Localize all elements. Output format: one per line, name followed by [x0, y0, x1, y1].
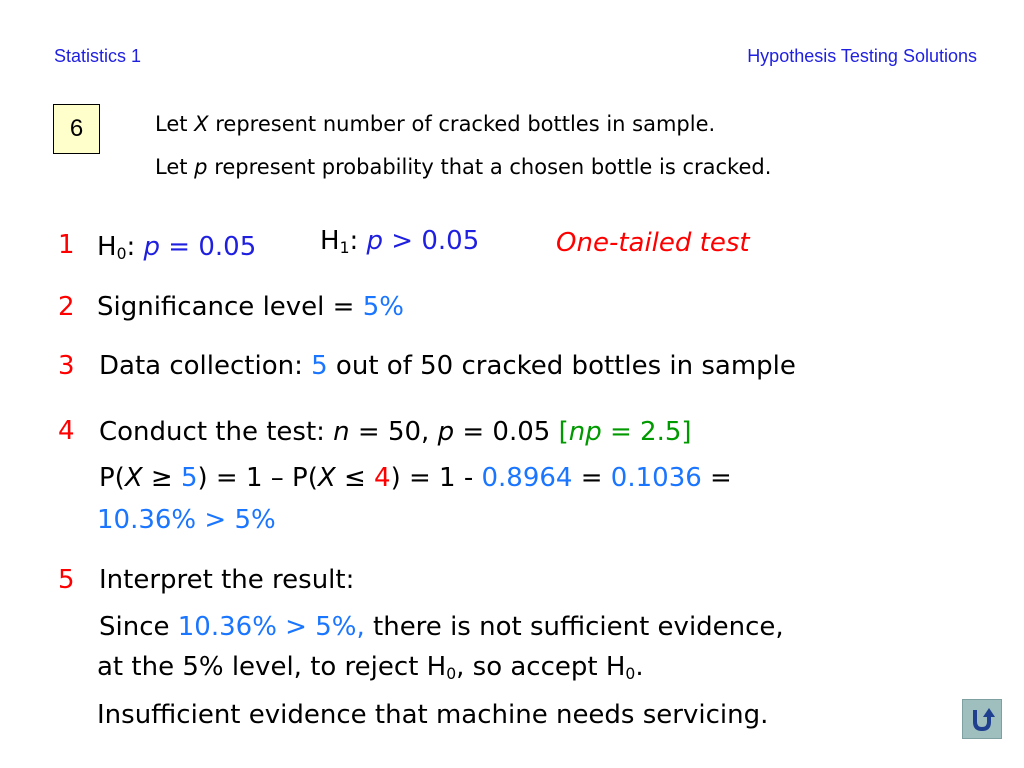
since-text: Since: [99, 612, 178, 642]
conclusion-text: at the 5% level, to reject H: [97, 652, 447, 682]
h1-label: H: [320, 226, 340, 256]
result-percent: 10.36%: [97, 505, 197, 535]
alternative-hypothesis: [320, 226, 479, 257]
question-number-box: [53, 104, 100, 154]
h0-subscript: 0: [446, 664, 457, 683]
percentage-comparison: [97, 505, 276, 535]
calc-text: ) = 1 – P(: [197, 463, 318, 493]
return-arrow-icon: [967, 704, 997, 734]
conduct-label: Conduct the test:: [99, 417, 334, 447]
step-3-number: 3: [58, 351, 75, 381]
since-percent: 10.36%: [177, 612, 277, 642]
probability-result: 0.1036: [610, 463, 702, 493]
comparison-sign: >: [196, 505, 235, 535]
var-x: X: [124, 463, 143, 493]
header-topic-title: Hypothesis Testing Solutions: [747, 46, 977, 66]
test-type-note: One-tailed test: [556, 228, 750, 258]
var-x: X: [317, 463, 336, 493]
data-collection: [99, 351, 796, 381]
h1-var: p: [366, 226, 384, 256]
var-x: X: [194, 112, 209, 136]
h1-value: > 0.05: [383, 226, 480, 256]
calc-text: ≥: [142, 463, 181, 493]
calc-value: 5: [180, 463, 198, 493]
step-5-number: 5: [58, 565, 75, 595]
header-course-title: Statistics 1: [54, 46, 142, 66]
calc-text: ) = 1 -: [390, 463, 482, 493]
var-np: np: [568, 417, 602, 447]
h0-subscript: 0: [625, 664, 636, 683]
np-value: = 2.5]: [601, 417, 692, 447]
np-bracket: [: [558, 417, 569, 447]
h0-value: = 0.05: [160, 232, 257, 262]
since-sign: >: [276, 612, 316, 642]
intro-line-1: [155, 112, 715, 136]
step-1-number: 1: [58, 230, 75, 260]
conclusion-text: .: [635, 652, 644, 682]
h0-label: H: [97, 232, 117, 262]
calc-text: =: [701, 463, 732, 493]
data-collection-rest: out of 50 cracked bottles in sample: [327, 351, 796, 381]
var-n: n: [333, 417, 350, 447]
calc-value: 4: [374, 463, 391, 493]
conclusion-line-1: [99, 612, 784, 642]
var-p: p: [194, 155, 208, 179]
significance-value: 5%: [362, 292, 404, 322]
question-number: 6: [69, 115, 84, 142]
interpret-label: Interpret the result:: [99, 565, 355, 595]
calc-text: =: [572, 463, 611, 493]
significance-label: Significance level =: [97, 292, 363, 322]
significance-level: [97, 292, 404, 322]
since-rest: there is not sufficient evidence,: [364, 612, 784, 642]
conclusion-text: , so accept H: [456, 652, 626, 682]
step-2-number: 2: [58, 292, 75, 322]
data-collection-label: Data collection:: [99, 351, 312, 381]
null-hypothesis: [97, 232, 256, 263]
back-button[interactable]: [962, 699, 1002, 739]
table-value: 0.8964: [481, 463, 573, 493]
conclusion-line-2: [97, 652, 644, 683]
conclusion-line-3: Insufficient evidence that machine needs servicing.: [97, 700, 769, 730]
intro-text: represent probability that a chosen bottle is cracked.: [207, 155, 772, 179]
h0-var: p: [143, 232, 161, 262]
intro-text: Let: [155, 112, 195, 136]
h1-subscript: 1: [339, 238, 350, 257]
colon: :: [126, 232, 144, 262]
h0-subscript: 0: [116, 244, 127, 263]
conduct-test: [99, 417, 692, 447]
significance-percent: 5%: [234, 505, 276, 535]
intro-line-2: [155, 155, 771, 179]
var-p: p: [437, 417, 455, 447]
observed-count: 5: [311, 351, 328, 381]
since-significance: 5%,: [315, 612, 365, 642]
n-value: = 50,: [349, 417, 438, 447]
probability-calculation: [99, 463, 732, 493]
calc-text: P(: [99, 463, 125, 493]
intro-text: Let: [155, 155, 195, 179]
colon: :: [349, 226, 367, 256]
step-4-number: 4: [58, 416, 75, 446]
intro-text: represent number of cracked bottles in sample.: [208, 112, 716, 136]
calc-text: ≤: [335, 463, 375, 493]
p-value: = 0.05: [454, 417, 559, 447]
